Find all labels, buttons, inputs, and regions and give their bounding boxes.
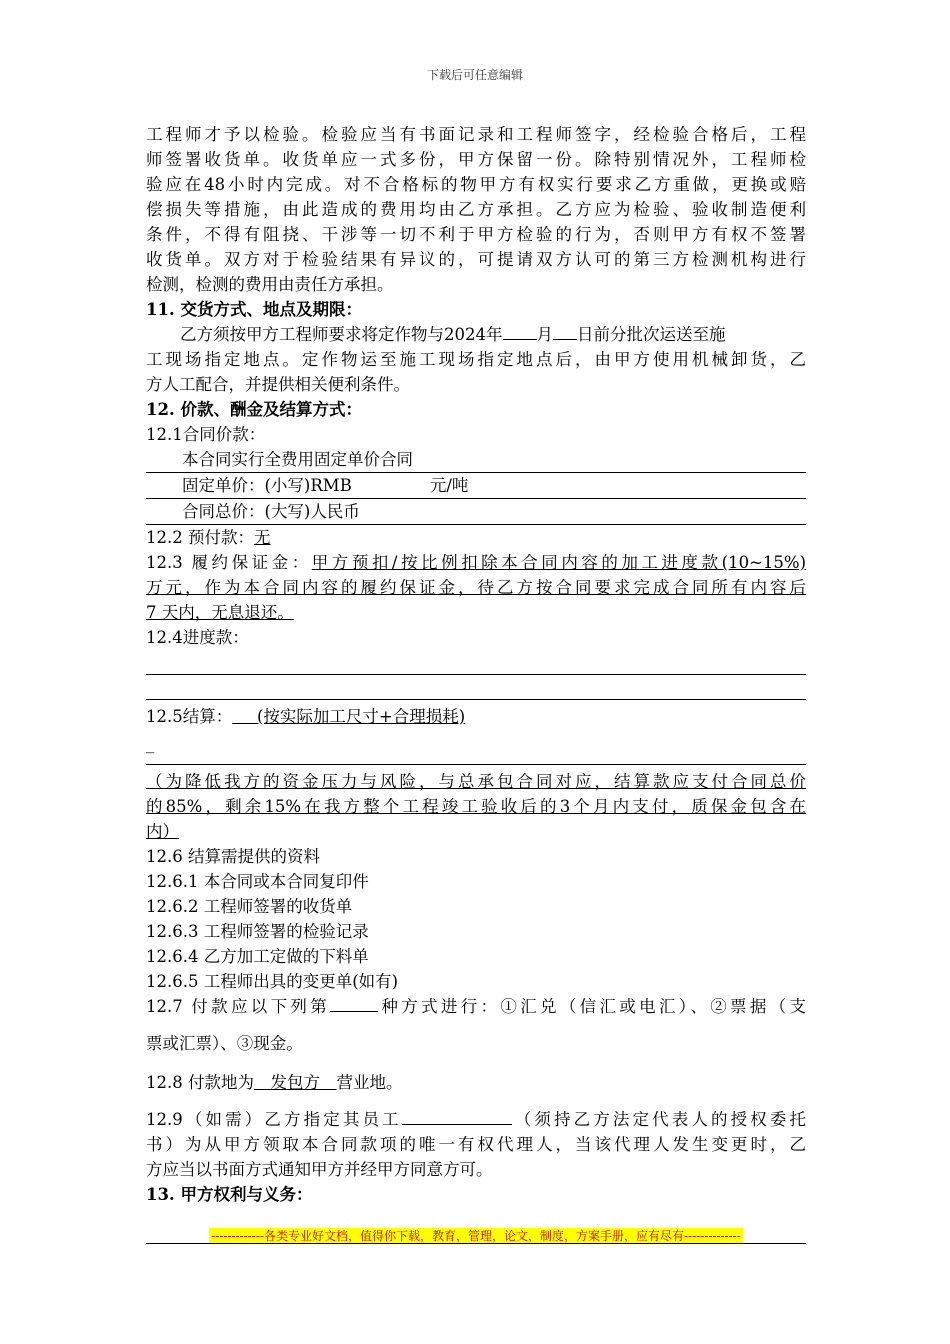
paragraph: 验应在48小时内完成。对不合格标的物甲方有权实行要求乙方重做，更换或赔 bbox=[146, 175, 806, 194]
paragraph: 工现场指定地点。定作物运至施工现场指定地点后，由甲方使用机械卸货，乙 bbox=[146, 350, 806, 369]
day-blank[interactable] bbox=[553, 322, 577, 340]
section-heading-13: 13. 甲方权利与义务： bbox=[146, 1185, 313, 1204]
paragraph: 检测，检测的费用由责任方承担。 bbox=[146, 275, 394, 294]
settlement-label: 12.5结算： bbox=[146, 707, 233, 726]
total-price-field: 合同总价：(大写)人民币 bbox=[146, 499, 806, 525]
footer-divider bbox=[146, 1243, 806, 1244]
delivery-line bbox=[146, 322, 806, 347]
clause-12-6-3: 12.6.3 工程师签署的检验记录 bbox=[146, 922, 369, 941]
clause-12-6-4: 12.6.4 乙方加工定做的下料单 bbox=[146, 947, 369, 966]
settlement-value bbox=[232, 707, 465, 726]
unit-price-unit: 元/吨 bbox=[429, 476, 469, 495]
month-blank[interactable] bbox=[503, 322, 537, 340]
settlement-note-end-text: 内） bbox=[146, 822, 179, 841]
clause-12-6-1: 12.6.1 本合同或本合同复印件 bbox=[146, 872, 369, 891]
payment-method-text: 12.7 付款应以下列第 bbox=[146, 997, 331, 1016]
guarantee-value-cont: 万元，作为本合同内容的履约保证金，待乙方按合同要求完成合同所有内容后 bbox=[146, 578, 806, 597]
settlement-dash: _ bbox=[146, 734, 155, 753]
settlement-line[interactable] bbox=[146, 756, 806, 765]
payment-place-suffix: 营业地。 bbox=[336, 1073, 403, 1092]
paragraph: 收货单。双方对于检验结果有异议的，可提请双方认可的第三方检测机构进行 bbox=[146, 250, 806, 269]
document-body bbox=[146, 122, 806, 1207]
settlement-note-end bbox=[146, 819, 806, 844]
paragraph: 书）为从甲方领取本合同款项的唯一有权代理人，当该代理人发生变更时，乙 bbox=[146, 1135, 806, 1154]
clause-12-6-5: 12.6.5 工程师出具的变更单(如有) bbox=[146, 972, 399, 991]
payment-method-blank[interactable] bbox=[330, 994, 378, 1012]
unit-price-label: 固定单价：(小写)RMB bbox=[182, 476, 352, 495]
footer bbox=[146, 1225, 806, 1244]
advance-payment-label: 12.2 预付款： bbox=[146, 528, 254, 547]
clause-12-9 bbox=[146, 1107, 806, 1132]
guarantee-value-end bbox=[146, 600, 806, 625]
clause-12-4: 12.4进度款： bbox=[146, 628, 249, 647]
clause-12-3 bbox=[146, 550, 806, 575]
footer-banner: -------------各类专业好文档，值得你下载，教育，管理，论文，制度，方案手册，应有尽有-------------- bbox=[211, 1229, 741, 1243]
contract-type-field: 本合同实行全费用固定单价合同 bbox=[146, 447, 806, 473]
agent-text: 12.9（如需）乙方指定其员工 bbox=[146, 1110, 402, 1129]
section-heading-12: 12. 价款、酬金及结算方式： bbox=[146, 400, 362, 419]
guarantee-label: 12.3 履约保证金： bbox=[146, 553, 312, 572]
clause-12-6-2: 12.6.2 工程师签署的收货单 bbox=[146, 897, 353, 916]
clause-12-6: 12.6 结算需提供的资料 bbox=[146, 847, 320, 866]
settlement-note: 的85%，剩余15%在我方整个工程竣工验收后的3个月内支付，质保金包含在 bbox=[146, 797, 806, 816]
guarantee-value-end-text: 7 天内，无息退还。 bbox=[146, 603, 294, 622]
settlement-note: （为降低我方的资金压力与风险，与总承包合同对应，结算款应支付合同总价 bbox=[146, 772, 806, 791]
clause-12-7 bbox=[146, 994, 806, 1019]
delivery-text: 乙方须按甲方工程师要求将定作物与2024年 bbox=[180, 325, 503, 344]
clause-12-2 bbox=[146, 525, 806, 550]
paragraph: 方应当以书面方式通知甲方并经甲方同意方可。 bbox=[146, 1160, 493, 1179]
guarantee-value: 甲方预扣/按比例扣除本合同内容的加工进度款(10~15%) bbox=[311, 553, 807, 572]
payment-place-value bbox=[254, 1073, 337, 1092]
progress-payment-line[interactable] bbox=[146, 650, 806, 675]
clause-12-8 bbox=[146, 1070, 806, 1095]
page-header: 下载后可任意编辑 bbox=[426, 68, 523, 82]
agent-name-blank[interactable] bbox=[402, 1107, 512, 1125]
clause-12-1: 12.1合同价款： bbox=[146, 425, 266, 444]
unit-price-field bbox=[146, 473, 806, 499]
settlement-value-text: (按实际加工尺寸+合理损耗) bbox=[257, 707, 466, 726]
paragraph: 工程师才予以检验。检验应当有书面记录和工程师签字，经检验合格后，工程 bbox=[146, 125, 806, 144]
paragraph: 方人工配合，并提供相关便利条件。 bbox=[146, 375, 410, 394]
payment-method-text: 种方式进行：①汇兑（信汇或电汇）、②票据（支 bbox=[378, 997, 807, 1016]
progress-payment-line[interactable] bbox=[146, 675, 806, 700]
paragraph: 师签署收货单。收货单应一式多份，甲方保留一份。除特别情况外，工程师检 bbox=[146, 150, 806, 169]
payment-place-value-text: 发包方 bbox=[270, 1073, 320, 1092]
paragraph: 条件，不得有阻挠、干涉等一切不利于甲方检验的行为，否则甲方有权不签署 bbox=[146, 225, 806, 244]
advance-payment-value: 无 bbox=[253, 528, 271, 547]
clause-12-5 bbox=[146, 704, 806, 729]
payment-place-label: 12.8 付款地为 bbox=[146, 1073, 254, 1092]
agent-text: （须持乙方法定代表人的授权委托 bbox=[511, 1110, 806, 1129]
section-heading-11: 11. 交货方式、地点及期限： bbox=[146, 300, 362, 319]
paragraph: 偿损失等措施，由此造成的费用均由乙方承担。乙方应为检验、验收制造便利 bbox=[146, 200, 806, 219]
delivery-text: 月 bbox=[536, 325, 553, 344]
clause-12-7-cont: 票或汇票）、③现金。 bbox=[146, 1034, 303, 1053]
delivery-text: 日前分批次运送至施 bbox=[577, 325, 726, 344]
